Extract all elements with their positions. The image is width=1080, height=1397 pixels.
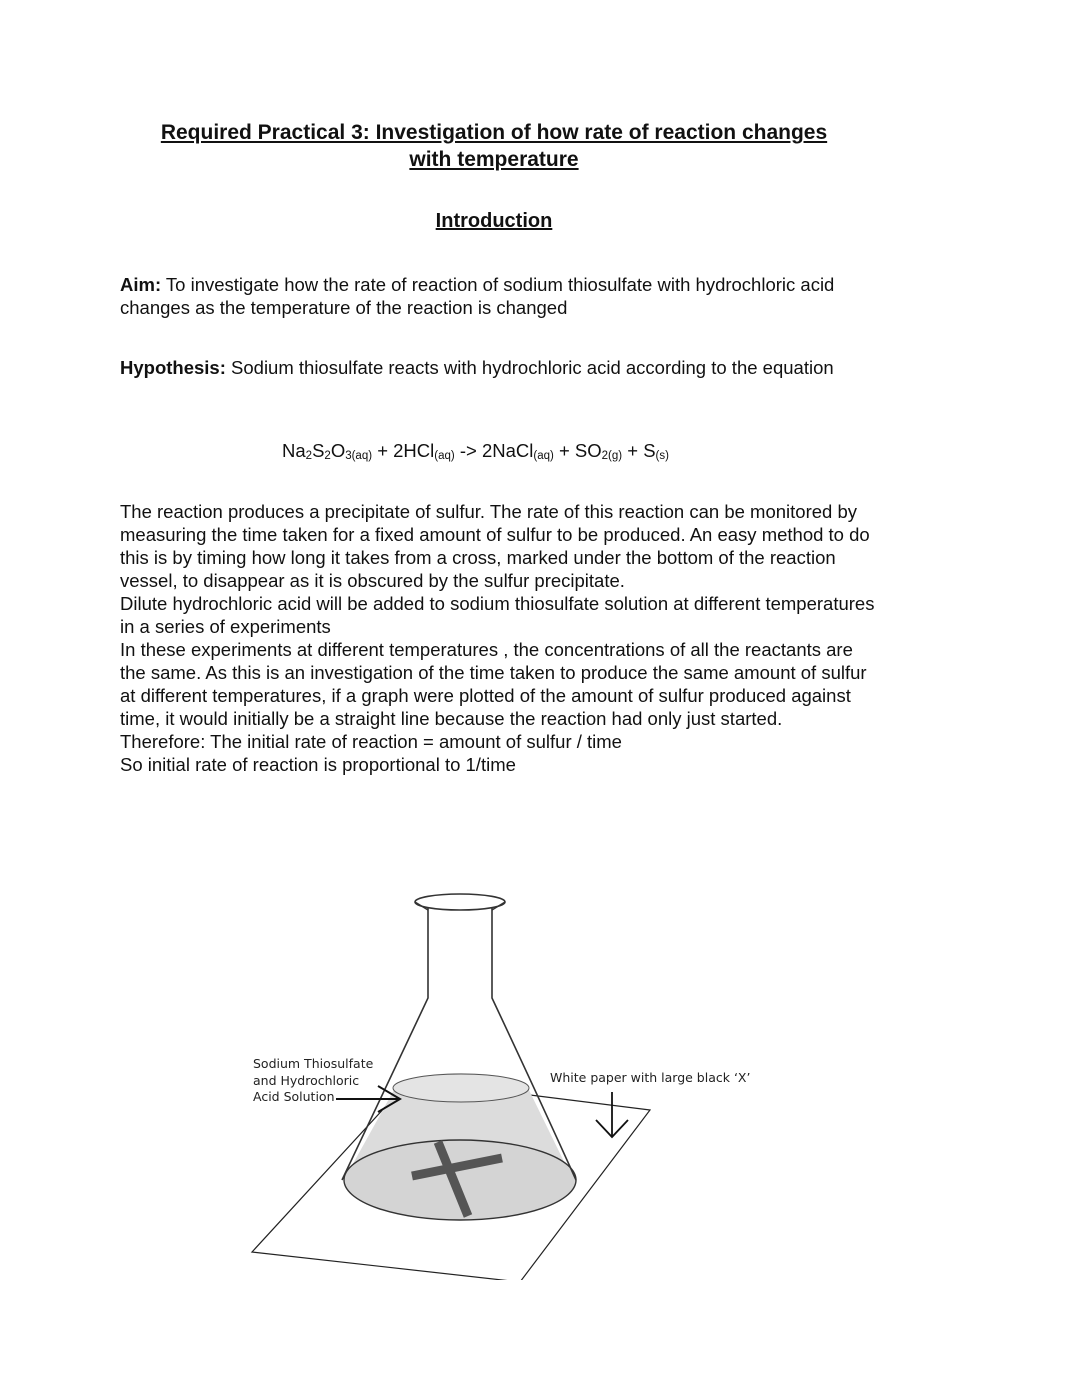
conical-flask-diagram bbox=[240, 880, 751, 1280]
eq-subscript: 2 bbox=[305, 450, 313, 462]
hypothesis-text: Sodium thiosulfate reacts with hydrochloric acid according to the equation bbox=[225, 357, 834, 378]
chemical-equation bbox=[282, 440, 669, 462]
liquid-surface bbox=[393, 1074, 529, 1102]
hypothesis-label: Hypothesis: bbox=[120, 357, 226, 378]
body-paragraph-5: So initial rate of reaction is proportional to 1/time bbox=[120, 754, 516, 775]
aim-label: Aim: bbox=[120, 274, 162, 295]
eq-subscript: (aq) bbox=[533, 450, 554, 462]
eq-subscript: 2 bbox=[324, 450, 331, 462]
label-paper: White paper with large black ‘X’ bbox=[550, 1070, 751, 1085]
section-heading-introduction: Introduction bbox=[435, 210, 553, 232]
body-paragraph-4: Therefore: The initial rate of reaction = amount of sulfur / time bbox=[120, 731, 622, 752]
aim-text: To investigate how the rate of reaction of sodium thiosulfate with hydrochloric acid changes as the temperature of the reaction is changed bbox=[120, 274, 835, 318]
introduction-body bbox=[120, 500, 880, 776]
eq-subscript: (s) bbox=[655, 450, 669, 462]
eq-subscript: (aq) bbox=[434, 450, 455, 462]
eq-part: S bbox=[312, 440, 325, 461]
body-paragraph-1: The reaction produces a precipitate of sulfur. The rate of this reaction can be monitored by measuring the time taken for a fixed amount of sulfur to be produced. An easy method to do this is by timing how long it takes from a cross, marked under the bottom of the reaction vessel, to disappear as it is obscured by the sulfur precipitate. bbox=[120, 501, 870, 591]
aim-paragraph bbox=[120, 273, 880, 319]
title-line-1: Required Practical 3: Investigation of how rate of reaction changes bbox=[160, 121, 828, 144]
eq-part: + S bbox=[622, 440, 656, 461]
eq-part: O bbox=[330, 440, 346, 461]
body-paragraph-3: In these experiments at different temperatures , the concentrations of all the reactants are the same. As this is an investigation of the time taken to produce the same amount of sulfur at different temperatures, if a graph were plotted of the amount of sulfur produced against time, it would initially be a straight line because the reaction had only just started. bbox=[120, 639, 867, 729]
page-title bbox=[100, 119, 888, 173]
eq-part: + SO bbox=[553, 440, 602, 461]
title-line-2: with temperature bbox=[409, 148, 579, 171]
eq-subscript: 2(g) bbox=[601, 450, 623, 462]
eq-part: Na bbox=[282, 440, 306, 461]
eq-part: -> 2NaCl bbox=[454, 440, 534, 461]
eq-part: + 2HCl bbox=[372, 440, 435, 461]
body-paragraph-2: Dilute hydrochloric acid will be added to sodium thiosulfate solution at different temperatures in a series of experiments bbox=[120, 593, 875, 637]
hypothesis-paragraph bbox=[120, 356, 880, 379]
eq-subscript: 3(aq) bbox=[345, 450, 373, 462]
flask-neck-rim bbox=[415, 894, 505, 910]
label-solution: Sodium Thiosulfate and Hydrochloric Acid Solution bbox=[253, 1056, 374, 1104]
